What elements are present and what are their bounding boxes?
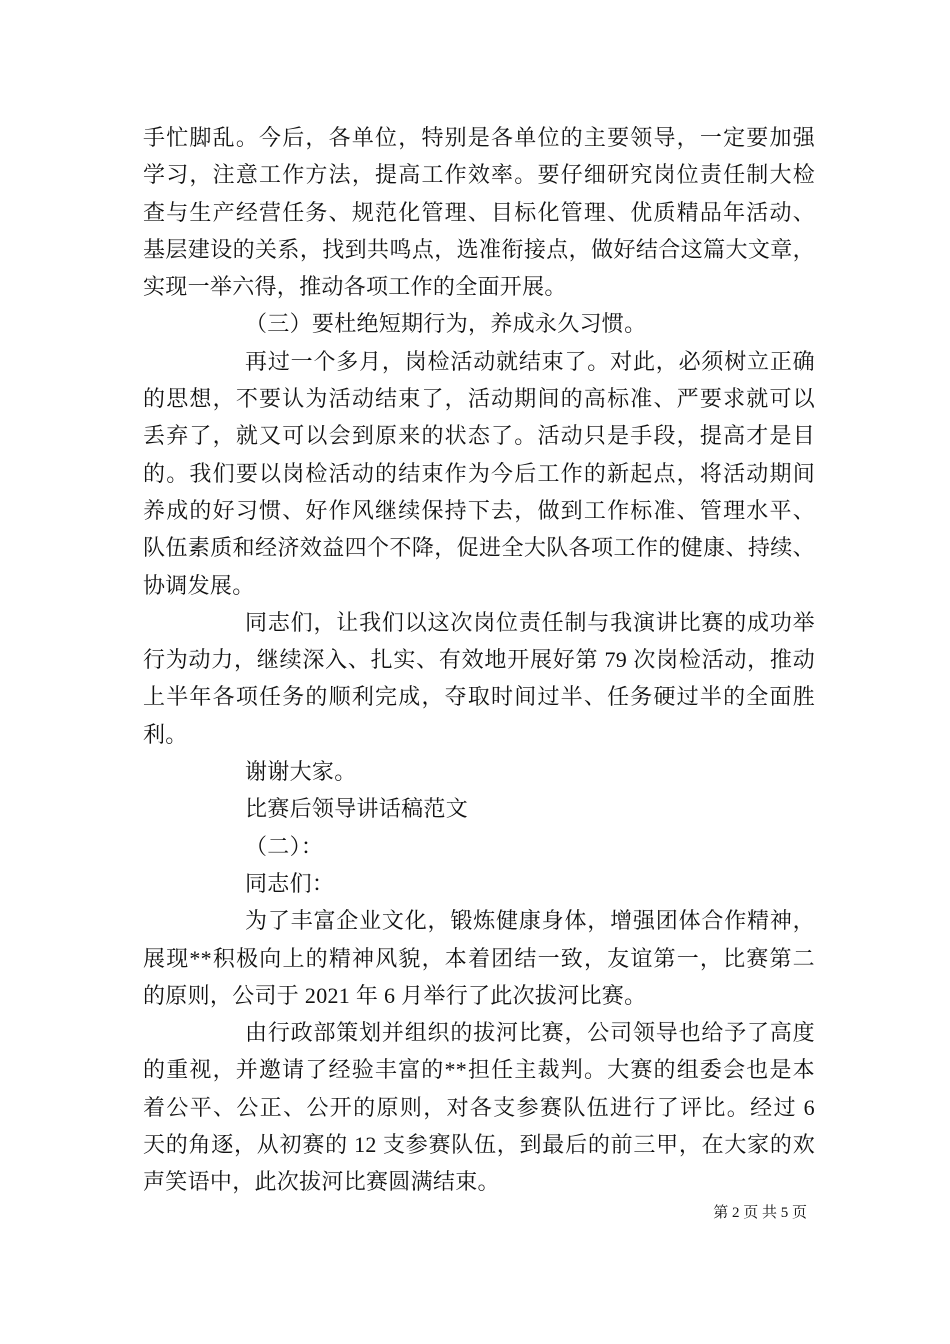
text-line: 实现一举六得，推动各项工作的全面开展。 <box>143 274 567 300</box>
text-line: 养成的好习惯、好作风继续保持下去，做到工作标准、管理水平、 <box>143 497 815 523</box>
text-line: 展现**积极向上的精神风貌，本着团结一致，友谊第一，比赛第二 <box>143 945 815 971</box>
text-line: 基层建设的关系，找到共鸣点，选准衔接点，做好结合这篇大文章， <box>143 236 815 262</box>
text-line: 查与生产经营任务、规范化管理、目标化管理、优质精品年活动、 <box>143 199 815 225</box>
text-line: 的原则，公司于 2021 年 6 月举行了此次拔河比赛。 <box>143 982 647 1008</box>
text-line: 天的角逐，从初赛的 12 支参赛队伍，到最后的前三甲，在大家的欢 <box>143 1132 815 1158</box>
page-number-footer: 第 2 页 共 5 页 <box>713 1205 807 1221</box>
text-line: 手忙脚乱。今后，各单位，特别是各单位的主要领导，一定要加强 <box>143 125 815 150</box>
text-line: 学习，注意工作方法，提高工作效率。要仔细研究岗位责任制大检 <box>143 162 815 188</box>
text-line: 的思想，不要认为活动结束了，活动期间的高标准、严要求就可以 <box>143 386 815 412</box>
text-line: 同志们： <box>245 870 335 896</box>
text-line: （二）： <box>245 833 324 859</box>
text-line: 声笑语中，此次拔河比赛圆满结束。 <box>143 1169 500 1195</box>
text-line: 比赛后领导讲话稿范文 <box>245 796 469 822</box>
text-line: 为了丰富企业文化，锻炼健康身体，增强团体合作精神， <box>245 908 815 934</box>
text-line: 上半年各项任务的顺利完成，夺取时间过半、任务硬过半的全面胜 <box>143 684 815 710</box>
text-line: 同志们，让我们以这次岗位责任制与我演讲比赛的成功举 <box>245 609 815 635</box>
text-line: 协调发展。 <box>143 572 255 598</box>
text-line: 再过一个多月，岗检活动就结束了。对此，必须树立正确 <box>245 348 815 374</box>
text-line: 的。我们要以岗检活动的结束作为今后工作的新起点，将活动期间 <box>143 460 815 486</box>
text-line: 丢弃了，就又可以会到原来的状态了。活动只是手段，提高才是目 <box>143 423 815 449</box>
text-line: 由行政部策划并组织的拔河比赛，公司领导也给予了高度 <box>245 1020 815 1046</box>
text-line: 着公平、公正、公开的原则，对各支参赛队伍进行了评比。经过 6 <box>143 1094 815 1120</box>
document-body <box>143 119 815 1201</box>
text-line: 谢谢大家。 <box>245 759 357 785</box>
text-line: （三）要杜绝短期行为，养成永久习惯。 <box>245 311 647 337</box>
text-line: 队伍素质和经济效益四个不降，促进全大队各项工作的健康、持续、 <box>143 535 815 561</box>
text-line: 的重视，并邀请了经验丰富的**担任主裁判。大赛的组委会也是本 <box>143 1057 815 1083</box>
text-line: 利。 <box>143 721 188 747</box>
text-line: 行为动力，继续深入、扎实、有效地开展好第 79 次岗检活动，推动 <box>143 647 815 673</box>
